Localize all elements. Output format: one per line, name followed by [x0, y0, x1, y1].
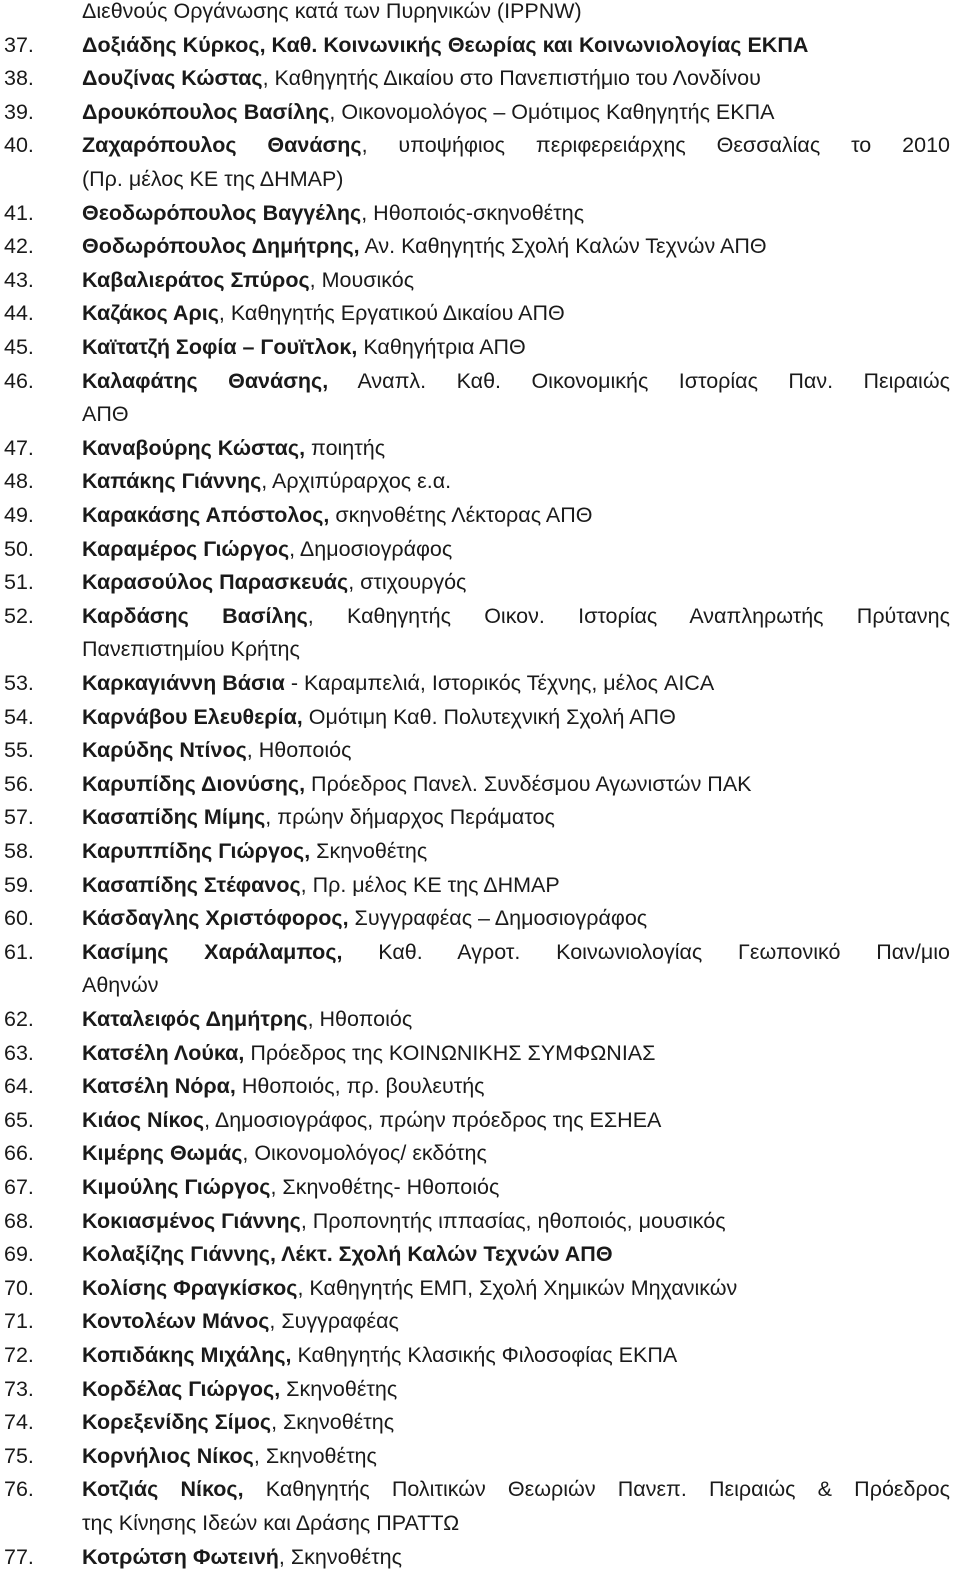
- item-number: 45.: [4, 335, 34, 359]
- item-text: [82, 1171, 499, 1204]
- item-number: 75.: [4, 1443, 34, 1468]
- person-description: , Μουσικός: [309, 267, 415, 292]
- item-number: 57.: [4, 805, 34, 830]
- item-number: 77.: [4, 1544, 34, 1569]
- person-name: Κατσέλη Νόρα,: [82, 1074, 236, 1099]
- item-number: 74.: [4, 1410, 34, 1435]
- person-name: Καϊτατζή Σοφία – Γουϊτλοκ,: [82, 335, 358, 359]
- list-item: [0, 1070, 960, 1103]
- item-number: 49.: [4, 503, 34, 527]
- item-number: 70.: [4, 1275, 34, 1300]
- person-name: Κάσδαγλης Χριστόφορος,: [82, 906, 349, 931]
- person-description: Ηθοποιός, πρ. βουλευτής: [235, 1074, 485, 1099]
- list-item: [0, 701, 960, 734]
- item-text: [82, 163, 343, 196]
- person-name: Καβαλιεράτος Σπύρος: [82, 267, 310, 292]
- person-name: Δρουκόπουλος Βασίλης: [82, 99, 330, 124]
- person-name: Κοτρώτση Φωτεινή: [82, 1544, 279, 1569]
- person-name: Κιάος Νίκος: [82, 1107, 205, 1132]
- list-item-continuation: [0, 969, 960, 1002]
- item-text: [82, 1272, 737, 1305]
- list-item: [0, 801, 960, 834]
- person-name: Δουζίνας Κώστας: [82, 66, 263, 91]
- person-name: Θεοδωρόπουλος Βαγγέλης: [82, 200, 362, 225]
- item-text: [82, 499, 592, 532]
- item-number: 64.: [4, 1074, 34, 1099]
- item-number: 61.: [4, 939, 34, 964]
- person-description: , Σκηνοθέτης- Ηθοποιός: [270, 1175, 500, 1199]
- list-item: [0, 1339, 960, 1372]
- item-text: [82, 62, 761, 95]
- list-item: [0, 297, 960, 330]
- item-number: 58.: [4, 839, 34, 863]
- list-item: [0, 331, 960, 364]
- person-name: Καζάκος Αρις: [82, 301, 219, 326]
- person-name: Κασαπίδης Στέφανος: [82, 872, 301, 897]
- item-number: 59.: [4, 872, 34, 897]
- list-item: [0, 936, 960, 969]
- person-description: σκηνοθέτης Λέκτορας ΑΠΘ: [329, 503, 593, 527]
- person-description: Ομότιμη Καθ. Πολυτεχνική Σχολή ΑΠΘ: [302, 704, 676, 729]
- item-text: [82, 1104, 661, 1137]
- list-item: [0, 465, 960, 498]
- item-text: [82, 701, 676, 734]
- item-number: 42.: [4, 234, 34, 259]
- list-item: [0, 1373, 960, 1406]
- list-item: [0, 1305, 960, 1338]
- person-name: Κασίμης Χαράλαμπος,: [82, 939, 343, 964]
- list-item-continuation: [0, 398, 960, 431]
- person-name: Κοπιδάκης Μιχάλης,: [82, 1343, 292, 1367]
- list-item: [0, 365, 960, 398]
- person-name: Κολαξίζης Γιάννης, Λέκτ. Σχολή Καλών Τεχνών ΑΠΘ: [82, 1242, 613, 1267]
- list-item: [0, 1137, 960, 1170]
- item-number: 41.: [4, 200, 34, 225]
- person-description: , Καθηγητής ΕΜΠ, Σχολή Χημικών Μηχανικών: [297, 1275, 738, 1300]
- person-description: , Ηθοποιός: [246, 738, 352, 763]
- list-item: [0, 432, 960, 465]
- item-text: [82, 1541, 402, 1574]
- list-item: [0, 1171, 960, 1204]
- person-description: Πρόεδρος Πανελ. Συνδέσμου Αγωνιστών ΠΑΚ: [305, 771, 752, 796]
- list-item: [0, 1037, 960, 1070]
- person-description: , Οικονομολόγος/ εκδότης: [242, 1141, 487, 1166]
- person-description: - Καραμπελιά, Ιστορικός Τέχνης, μέλος AICA: [284, 671, 715, 695]
- person-description: ποιητής: [305, 435, 386, 460]
- item-number: 68.: [4, 1208, 34, 1233]
- item-text: [82, 29, 808, 62]
- item-number: 54.: [4, 704, 34, 729]
- person-description: Καθηγητής Πολιτικών Θεωριών Πανεπ. Πειραιώς & Πρόεδρος: [243, 1477, 950, 1502]
- item-text: [82, 667, 714, 700]
- item-text: [82, 533, 452, 566]
- person-name: Καπάκης Γιάννης: [82, 469, 262, 494]
- person-description: , Καθηγητής Εργατικού Δικαίου ΑΠΘ: [218, 301, 565, 326]
- person-description: ΑΠΘ: [82, 402, 129, 427]
- person-name: Κιμούλης Γιώργος: [82, 1175, 271, 1199]
- item-number: 48.: [4, 469, 34, 494]
- person-description: Αθηνών: [82, 973, 159, 998]
- person-description: , Ηθοποιός-σκηνοθέτης: [361, 200, 585, 225]
- person-description: Καθηγητής Κλασικής Φιλοσοφίας ΕΚΠΑ: [291, 1343, 678, 1367]
- list-item: [0, 533, 960, 566]
- item-number: 62.: [4, 1007, 34, 1031]
- list-item: [0, 1238, 960, 1271]
- list-item-continuation: [0, 0, 960, 28]
- person-name: Καναβούρης Κώστας,: [82, 435, 306, 460]
- list-item: [0, 600, 960, 633]
- person-description: Σκηνοθέτης: [310, 839, 428, 863]
- item-text: [82, 1440, 377, 1473]
- item-text: [82, 600, 950, 633]
- item-text: [82, 365, 950, 398]
- person-description: Αναπλ. Καθ. Οικονομικής Ιστορίας Παν. Πειραιώς: [328, 368, 950, 393]
- list-item: [0, 1406, 960, 1439]
- item-number: 60.: [4, 906, 34, 931]
- item-number: 46.: [4, 368, 34, 393]
- list-item: [0, 96, 960, 129]
- item-number: 39.: [4, 99, 34, 124]
- item-text: [82, 297, 565, 330]
- item-text: [82, 432, 385, 465]
- person-description: Καθηγήτρια ΑΠΘ: [357, 335, 526, 359]
- list-item-continuation: [0, 163, 960, 196]
- person-name: Κορδέλας Γιώργος,: [82, 1376, 281, 1401]
- person-name: Καρδάσης Βασίλης: [82, 603, 308, 628]
- item-text: [82, 835, 427, 868]
- person-description: , Δημοσιογράφος, πρώην πρόεδρος της ΕΣΗΕΑ: [204, 1107, 662, 1132]
- list-item: [0, 869, 960, 902]
- person-description: της Κίνησης Ιδεών και Δράσης ΠΡΑΤΤΩ: [82, 1511, 460, 1535]
- person-name: Κορεξενίδης Σίμος: [82, 1410, 272, 1435]
- list-item: [0, 734, 960, 767]
- list-item: [0, 499, 960, 532]
- person-name: Δοξιάδης Κύρκος, Καθ. Κοινωνικής Θεωρίας και Κοινωνιολογίας ΕΚΠΑ: [82, 32, 809, 57]
- person-description: , πρώην δήμαρχος Περάματος: [265, 805, 555, 830]
- person-name: Κοτζιάς Νίκος,: [82, 1477, 244, 1502]
- item-text: [82, 633, 300, 666]
- person-name: Κοντολέων Μάνος: [82, 1309, 270, 1334]
- item-number: 73.: [4, 1376, 34, 1401]
- item-text: [82, 331, 526, 364]
- item-number: 40.: [4, 133, 34, 158]
- person-name: Καρυπίδης Διονύσης,: [82, 771, 306, 796]
- item-number: 65.: [4, 1107, 34, 1132]
- person-description: , Καθηγητής Οικον. Ιστορίας Αναπληρωτής Πρύτανης: [307, 603, 950, 628]
- person-name: Κατσέλη Λούκα,: [82, 1040, 245, 1065]
- item-text: [82, 230, 767, 263]
- item-number: 71.: [4, 1309, 34, 1334]
- person-name: Καταλειφός Δημήτρης: [82, 1007, 308, 1031]
- item-text: [82, 1305, 399, 1338]
- list-item: [0, 768, 960, 801]
- person-description: , Δημοσιογράφος: [289, 536, 453, 561]
- person-description: , Προπονητής ιππασίας, ηθοποιός, μουσικός: [300, 1208, 726, 1233]
- person-name: Κοκιασμένος Γιάννης: [82, 1208, 301, 1233]
- person-name: Κολίσης Φραγκίσκος: [82, 1275, 298, 1300]
- list-item: [0, 1003, 960, 1036]
- list-item: [0, 264, 960, 297]
- item-number: 56.: [4, 771, 34, 796]
- item-number: 76.: [4, 1477, 34, 1502]
- person-description: , Πρ. μέλος ΚΕ της ΔΗΜΑΡ: [300, 872, 560, 897]
- list-item: [0, 197, 960, 230]
- item-text: [82, 1037, 655, 1070]
- list-item-continuation: [0, 633, 960, 666]
- item-text: [82, 1339, 677, 1372]
- person-name: Καρκαγιάννη Βάσια: [82, 671, 285, 695]
- item-text: [82, 734, 351, 767]
- item-text: [82, 0, 582, 28]
- item-number: 52.: [4, 603, 34, 628]
- item-number: 50.: [4, 536, 34, 561]
- list-item: [0, 1473, 960, 1506]
- list-item: [0, 129, 960, 162]
- item-text: [82, 936, 950, 969]
- item-number: 69.: [4, 1242, 34, 1267]
- list-item: [0, 835, 960, 868]
- person-description: Πρόεδρος της ΚΟΙΝΩΝΙΚΗΣ ΣΥΜΦΩΝΙΑΣ: [244, 1040, 656, 1065]
- item-text: [82, 566, 466, 599]
- item-text: [82, 869, 560, 902]
- item-text: [82, 768, 752, 801]
- person-name: Κορνήλιος Νίκος: [82, 1443, 254, 1468]
- person-description: , Ηθοποιός: [307, 1007, 413, 1031]
- person-name: Καλαφάτης Θανάσης,: [82, 368, 329, 393]
- person-description: Συγγραφέας – Δημοσιογράφος: [348, 906, 648, 931]
- person-name: Καρύδης Ντίνος: [82, 738, 247, 763]
- person-description: , υποψήφιος περιφερειάρχης Θεσσαλίας το 2010: [361, 133, 950, 158]
- item-number: 67.: [4, 1175, 34, 1199]
- person-description: (Πρ. μέλος ΚΕ της ΔΗΜΑΡ): [82, 167, 344, 191]
- item-number: 43.: [4, 267, 34, 292]
- item-text: [82, 1473, 950, 1506]
- person-name: Θοδωρόπουλος Δημήτρης,: [82, 234, 360, 259]
- person-description: Διεθνούς Οργάνωσης κατά των Πυρηνικών (IPPNW): [82, 0, 582, 23]
- item-text: [82, 1003, 412, 1036]
- list-item: [0, 29, 960, 62]
- item-text: [82, 1238, 613, 1271]
- person-description: , Συγγραφέας: [269, 1309, 399, 1334]
- item-text: [82, 1205, 726, 1238]
- item-text: [82, 398, 129, 431]
- person-description: , Σκηνοθέτης: [271, 1410, 395, 1435]
- item-number: 53.: [4, 671, 34, 695]
- item-number: 72.: [4, 1343, 34, 1367]
- item-text: [82, 129, 950, 162]
- item-text: [82, 801, 555, 834]
- person-name: Καρυππίδης Γιώργος,: [82, 839, 311, 863]
- person-description: , Καθηγητής Δικαίου στο Πανεπιστήμιο του Λονδίνου: [262, 66, 761, 91]
- person-description: Πανεπιστημίου Κρήτης: [82, 637, 300, 662]
- person-description: Καθ. Αγροτ. Κοινωνιολογίας Γεωπονικό Παν/μιο: [342, 939, 950, 964]
- item-number: 38.: [4, 66, 34, 91]
- item-text: [82, 1373, 397, 1406]
- list-item: [0, 1541, 960, 1574]
- person-description: , Σκηνοθέτης: [253, 1443, 377, 1468]
- list-item: [0, 230, 960, 263]
- item-text: [82, 197, 584, 230]
- list-item: [0, 62, 960, 95]
- person-description: , Αρχιπύραρχος ε.α.: [261, 469, 452, 494]
- item-text: [82, 1406, 394, 1439]
- item-number: 47.: [4, 435, 34, 460]
- list-item: [0, 1440, 960, 1473]
- list-item: [0, 1272, 960, 1305]
- person-name: Καραμέρος Γιώργος: [82, 536, 290, 561]
- item-text: [82, 1507, 459, 1540]
- person-name: Κασαπίδης Μίμης: [82, 805, 266, 830]
- person-name: Καρασούλος Παρασκευάς: [82, 570, 349, 595]
- item-text: [82, 96, 774, 129]
- item-number: 55.: [4, 738, 34, 763]
- person-name: Ζαχαρόπουλος Θανάσης: [82, 133, 362, 158]
- list-item: [0, 667, 960, 700]
- person-description: , στιχουργός: [348, 570, 467, 595]
- item-number: 44.: [4, 301, 34, 326]
- item-text: [82, 264, 414, 297]
- item-number: 51.: [4, 570, 34, 595]
- person-description: , Οικονομολόγος – Ομότιμος Καθηγητής ΕΚΠΑ: [329, 99, 775, 124]
- list-item: [0, 1104, 960, 1137]
- person-name: Καρνάβου Ελευθερία,: [82, 704, 303, 729]
- item-number: 63.: [4, 1040, 34, 1065]
- person-description: , Σκηνοθέτης: [278, 1544, 402, 1569]
- item-number: 66.: [4, 1141, 34, 1166]
- item-text: [82, 1137, 487, 1170]
- item-text: [82, 465, 451, 498]
- person-description: Σκηνοθέτης: [280, 1376, 398, 1401]
- list-item: [0, 1205, 960, 1238]
- person-description: Αν. Καθηγητής Σχολή Καλών Τεχνών ΑΠΘ: [359, 234, 767, 259]
- item-text: [82, 902, 647, 935]
- item-number: 37.: [4, 32, 34, 57]
- item-text: [82, 969, 159, 1002]
- person-name: Καρακάσης Απόστολος,: [82, 503, 330, 527]
- person-name: Κιμέρης Θωμάς: [82, 1141, 243, 1166]
- list-item: [0, 902, 960, 935]
- item-text: [82, 1070, 485, 1103]
- list-item: [0, 566, 960, 599]
- list-item-continuation: [0, 1507, 960, 1540]
